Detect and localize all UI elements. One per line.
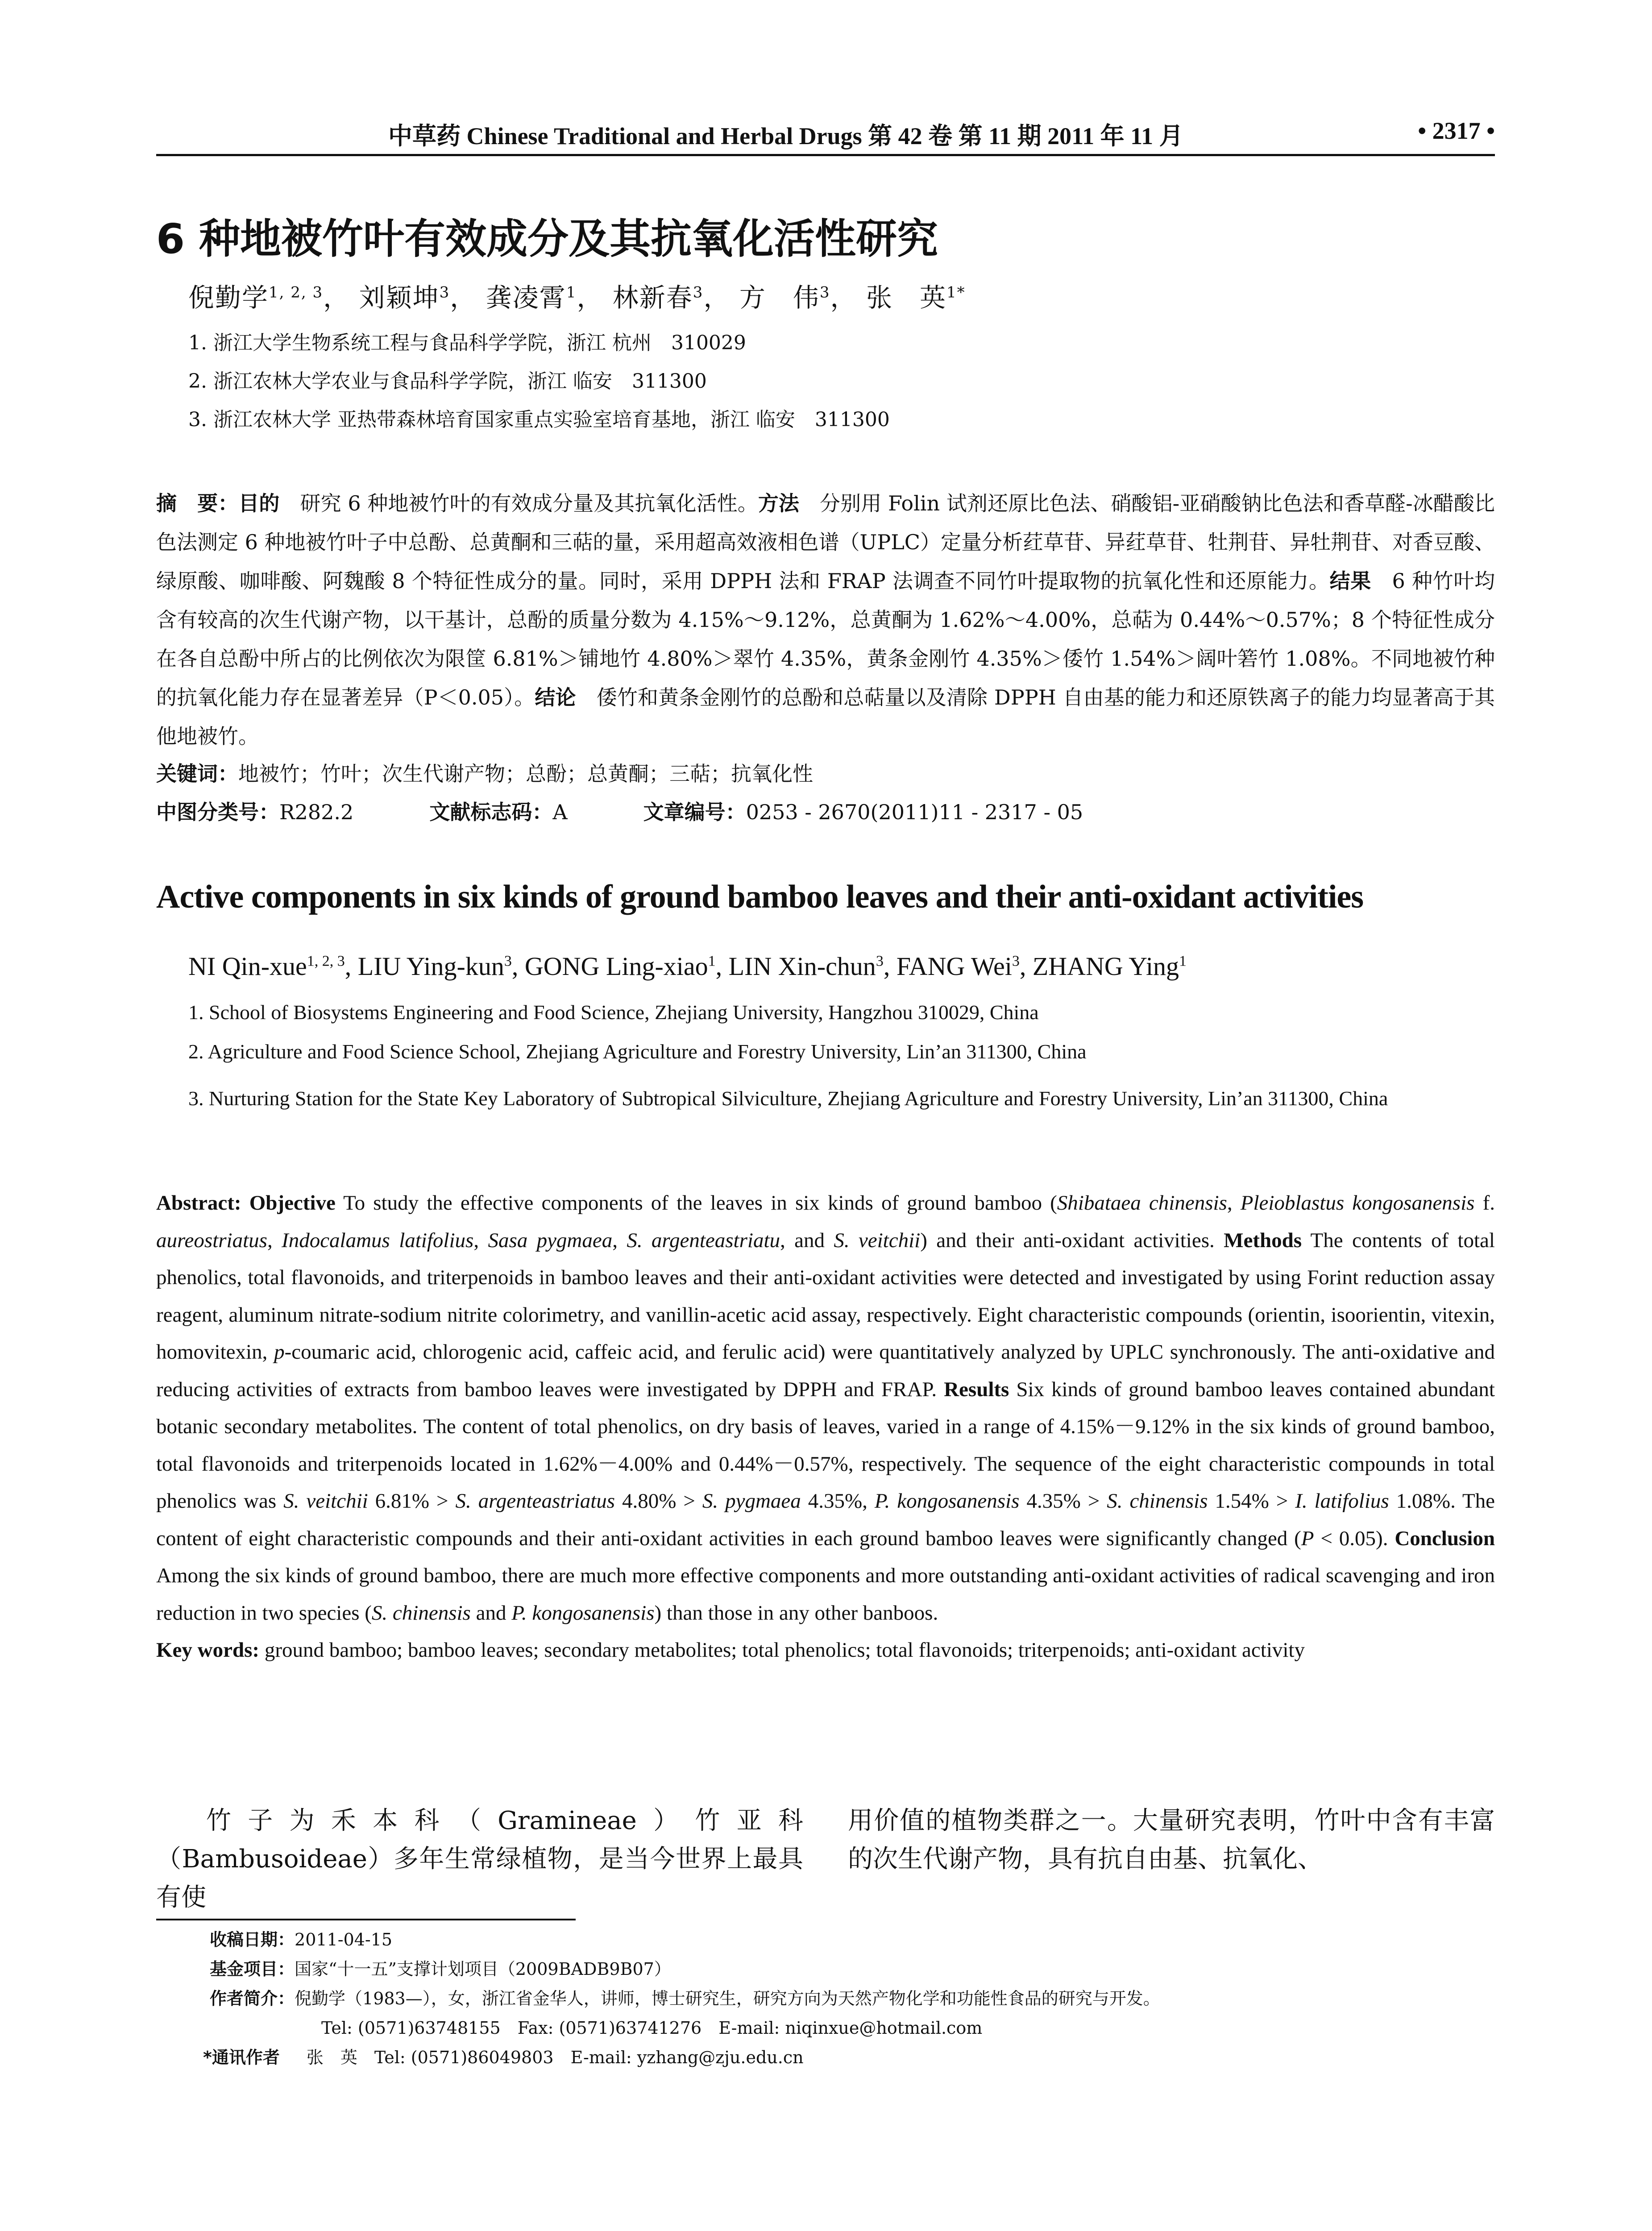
affiliation-cn: 1. 浙江大学生物系统工程与食品科学学院，浙江 杭州 310029 bbox=[188, 332, 746, 354]
affiliation-en: 3. Nurturing Station for the State Key Laboratory of Subtropical Silviculture, Zhejiang Agriculture and Forestry University, Lin’an 311300, China bbox=[188, 1087, 1388, 1110]
journal-name: 中草药 Chinese Traditional and Herbal Drugs 第 42 卷 第 11 期 2011 年 11 月 bbox=[388, 123, 1183, 149]
author-cn: 张 英$^{1*}$ bbox=[866, 282, 966, 313]
author-en: ZHANG Ying$^1$ bbox=[1032, 952, 1187, 981]
title-en: Active components in six kinds of ground bamboo leaves and their anti-oxidant activities bbox=[156, 879, 1364, 915]
author-cn: 林新春$^3$ bbox=[612, 282, 704, 313]
footnote-rule bbox=[156, 1919, 576, 1920]
author-en: FANG Wei$^3$ bbox=[896, 952, 1020, 981]
keywords-en: ground bamboo; bamboo leaves; secondary metabolites; total phenolics; total flavonoids; triterpenoids; anti-oxidant activity bbox=[259, 1638, 1305, 1662]
abstract-cn-label: 摘 要： bbox=[156, 491, 239, 515]
affiliation-cn: 2. 浙江农林大学农业与食品科学学院，浙江 临安 311300 bbox=[188, 370, 707, 393]
keywords-en-label: Key words: bbox=[156, 1638, 260, 1662]
affiliation-en: 1. School of Biosystems Engineering and Food Science, Zhejiang University, Hangzhou 310029, China bbox=[188, 1001, 1039, 1024]
author-cn: 刘颖坤$^3$ bbox=[359, 282, 450, 313]
author-en: NI Qin-xue$^{1, 2, 3}$ bbox=[188, 952, 345, 981]
classification-line bbox=[156, 796, 1159, 825]
affiliation-en: 2. Agriculture and Food Science School, Zhejiang Agriculture and Forestry University, Lin’an 311300, China bbox=[188, 1040, 1087, 1063]
authors-cn: 倪勤学$^{1, 2, 3}$， 刘颖坤$^3$， 龚凌霄$^1$， 林新春$^3$， 方 伟$^3$， 张 英$^{1*}$ bbox=[188, 282, 966, 313]
author-cn: 龚凌霄$^1$ bbox=[486, 282, 577, 313]
authors-en: NI Qin-xue$^{1, 2, 3}$, LIU Ying-kun$^3$, GONG Ling-xiao$^1$, LIN Xin-chun$^3$, FANG Wei$^3$, ZHANG Ying$^1$ bbox=[188, 952, 1187, 981]
author-en: LIU Ying-kun$^3$ bbox=[357, 952, 512, 981]
keywords-cn: 关键词：地被竹；竹叶；次生代谢产物；总酚；总黄酮；三萜；抗氧化性 bbox=[156, 762, 813, 786]
author-en: GONG Ling-xiao$^1$ bbox=[524, 952, 716, 981]
body-column-left: 竹子为禾本科（Gramineae）竹亚科（Bambusoideae）多年生常绿植物，是当今世界上最具有使 bbox=[156, 1806, 803, 1912]
running-header bbox=[156, 117, 1495, 152]
footnote-author: 作者简介：倪勤学（1983—），女，浙江省金华人，讲师，博士研究生，研究方向为天然产物化学和功能性食品的研究与开发。 bbox=[210, 1989, 1160, 2008]
footnote-author-contact: Tel: (0571)63748155 Fax: (0571)63741276 E-mail: niqinxue@hotmail.com bbox=[321, 2018, 983, 2038]
article-number: 文章编号：0253 - 2670(2011)11 - 2317 - 05 bbox=[643, 800, 1083, 824]
affiliation-cn: 3. 浙江农林大学 亚热带森林培育国家重点实验室培育基地，浙江 临安 311300 bbox=[188, 408, 890, 431]
footnote-corresponding: *通讯作者 张 英 Tel: (0571)86049803 E-mail: yzhang@zju.edu.cn bbox=[203, 2048, 804, 2067]
header-rule bbox=[156, 154, 1495, 156]
body-column-right: 用价值的植物类群之一。大量研究表明，竹叶中含有丰富的次生代谢产物，具有抗自由基、抗氧化、 bbox=[848, 1806, 1495, 1874]
author-en: LIN Xin-chun$^3$ bbox=[728, 952, 884, 981]
clc-number: 中图分类号：R282.2 bbox=[156, 800, 354, 824]
document-code: 文献标志码：A bbox=[429, 800, 568, 824]
abstract-en: Abstract: Objective To study the effective components of the leaves in six kinds of ground bamboo (Shibataea chinensis, Pleioblastus kongosanensis f. aureostriatus, Indocalamus latifolius, Sasa pygmaea, S. argenteastriatu, and S. veitchii) and their anti-oxidant activities. Methods The contents of total phenolics, total flavonoids, and triterpenoids in bamboo leaves and their anti-oxidant activities were detected and investigated by using Forint reduction assay reagent, aluminum nitrate-sodium nitrite colorimetry, and vanillin-acetic acid assay, respectively. Eight characteristic compounds (orientin, isoorientin, vitexin, homovitexin, p-coumaric acid, chlorogenic acid, caffeic acid, and ferulic acid) were quantitatively analyzed by UPLC synchronously. The anti-oxidative and reducing activities of extracts from bamboo leaves were investigated by DPPH and FRAP. Results Six kinds of ground bamboo leaves contained abundant botanic secondary metabolites. The content of total phenolics, on dry basis of leaves, varied in a range of 4.15%－9.12% in the six kinds of ground bamboo, total flavonoids and triterpenoids located in 1.62%－4.00% and 0.44%－0.57%, respectively. The sequence of the eight characteristic compounds in total phenolics was S. veitchii 6.81% > S. argenteastriatus 4.80% > S. pygmaea 4.35%, P. kongosanensis 4.35% > S. chinensis 1.54% > I. latifolius 1.08%. The content of eight characteristic compounds and their anti-oxidant activities in each ground bamboo leaves were significantly changed (P < 0.05). Conclusion Among the six kinds of ground bamboo, there are much more effective components and more outstanding anti-oxidant activities of radical scavenging and iron reduction in two species (S. chinensis and P. kongosanensis) than those in any other banboos. Key words: ground bamboo; bamboo leaves; secondary metabolites; total phenolics; total flavonoids; triterpenoids; anti-oxidant activity bbox=[156, 1191, 1495, 1662]
footnote-fund: 基金项目：国家“十一五”支撑计划项目（2009BADB9B07） bbox=[210, 1959, 671, 1979]
footnote-received: 收稿日期：2011-04-15 bbox=[210, 1930, 393, 1949]
title-cn: 6 种地被竹叶有效成分及其抗氧化活性研究 bbox=[156, 215, 938, 263]
author-cn: 倪勤学$^{1, 2, 3}$ bbox=[188, 282, 324, 313]
author-cn: 方 伟$^3$ bbox=[739, 282, 830, 313]
page-number: • 2317 • bbox=[1418, 117, 1495, 144]
abstract-cn: 摘 要：目的 研究 6 种地被竹叶的有效成分量及其抗氧化活性。方法 分别用 Folin 试剂还原比色法、硝酸铝-亚硝酸钠比色法和香草醛-冰醋酸比色法测定 6 种地被竹叶子中总酚、总黄酮和三萜的量，采用超高效液相色谱（UPLC）定量分析荭草苷、异荭草苷、牡荆苷、异牡荆苷、对香豆酸、绿原酸、咖啡酸、阿魏酸 8 个特征性成分的量。同时，采用 DPPH 法和 FRAP 法调查不同竹叶提取物的抗氧化性和还原能力。结果 6 种竹叶均含有较高的次生代谢产物，以干基计，总酚的质量分数为 4.15%～9.12%，总黄酮为 1.62%～4.00%，总萜为 0.44%～0.57%；8 个特征性成分在各自总酚中所占的比例依次为限筐 6.81%＞铺地竹 4.80%＞翠竹 4.35%，黄条金刚竹 4.35%＞倭竹 1.54%＞阔叶箬竹 1.08%。不同地被竹种的抗氧化能力存在显著差异（P＜0.05）。结论 倭竹和黄条金刚竹的总酚和总萜量以及清除 DPPH 自由基的能力和还原铁离子的能力均显著高于其他地被竹。 bbox=[156, 491, 1495, 748]
